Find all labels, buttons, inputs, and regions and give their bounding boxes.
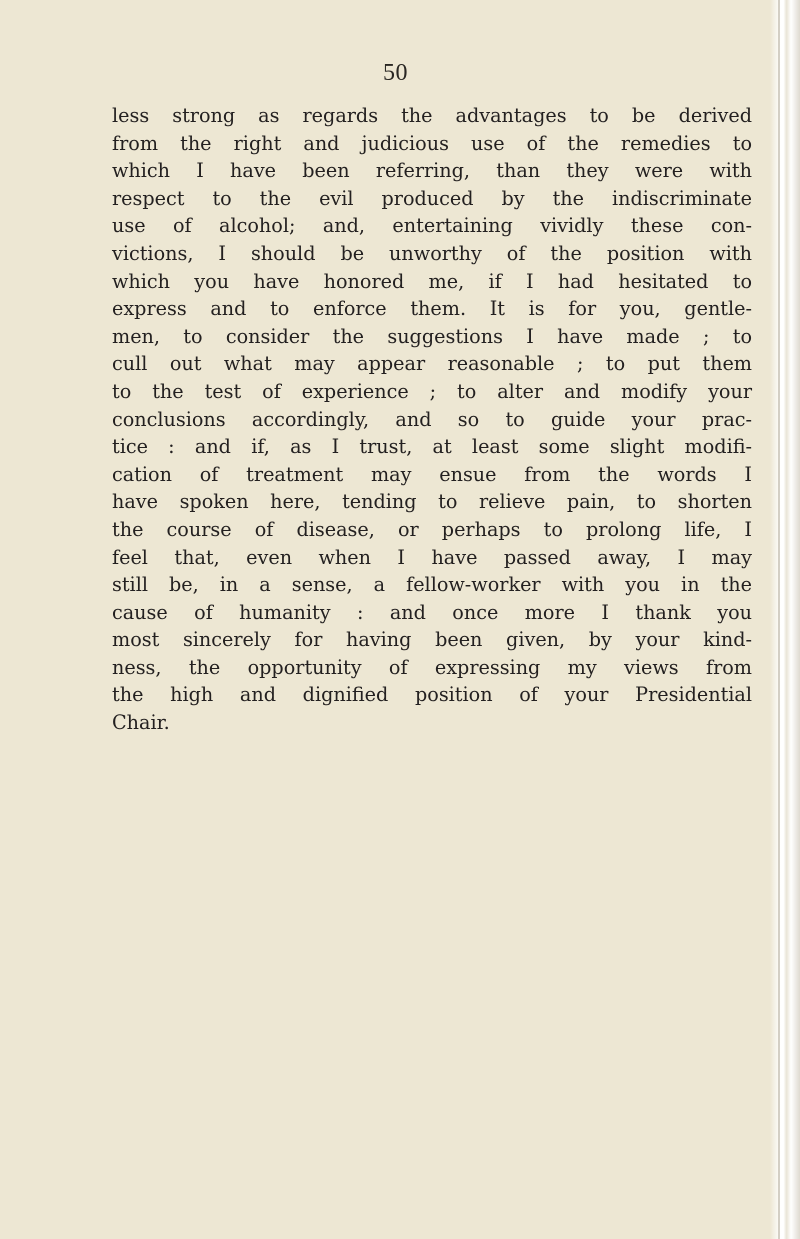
- text-line: ness, the opportunity of expressing my views from: [112, 655, 752, 679]
- text-line: respect to the evil produced by the indiscriminate: [112, 186, 752, 210]
- text-line: cause of humanity : and once more I thank you: [112, 600, 752, 624]
- text-line: still be, in a sense, a fellow-worker with you in the: [112, 573, 752, 597]
- text-line: which you have honored me, if I had hesitated to: [112, 269, 752, 293]
- text-line: use of alcohol; and, entertaining vividly these con-: [112, 214, 752, 238]
- text-line: which I have been referring, than they were with: [112, 159, 752, 183]
- text-line: conclusions accordingly, and so to guide your prac-: [112, 407, 752, 431]
- text-line: less strong as regards the advantages to be derived: [112, 104, 752, 127]
- text-line: the course of disease, or perhaps to prolong life, I: [112, 517, 752, 541]
- text-line: from the right and judicious use of the remedies to: [112, 131, 752, 155]
- text-line: tice : and if, as I trust, at least some slight modifi-: [112, 435, 752, 459]
- text-line: men, to consider the suggestions I have made ; to: [112, 324, 752, 348]
- text-line: cull out what may appear reasonable ; to put them: [112, 352, 752, 376]
- text-line: to the test of experience ; to alter and modify your: [112, 379, 752, 403]
- text-line: express and to enforce them. It is for you, gentle-: [112, 297, 752, 321]
- text-line: have spoken here, tending to relieve pain, to shorten: [112, 490, 752, 514]
- body-text: [112, 102, 752, 737]
- text-line: victions, I should be unworthy of the position with: [112, 241, 752, 265]
- text-line-last: Chair.: [112, 711, 170, 735]
- text-line: feel that, even when I have passed away, I may: [112, 545, 752, 569]
- page-number: 50: [383, 60, 408, 86]
- text-line: most sincerely for having been given, by your kind-: [112, 628, 752, 652]
- text-line: the high and dignified position of your Presidential: [112, 683, 752, 707]
- text-line: cation of treatment may ensue from the words I: [112, 462, 752, 486]
- page-binding-edge: [770, 0, 800, 1239]
